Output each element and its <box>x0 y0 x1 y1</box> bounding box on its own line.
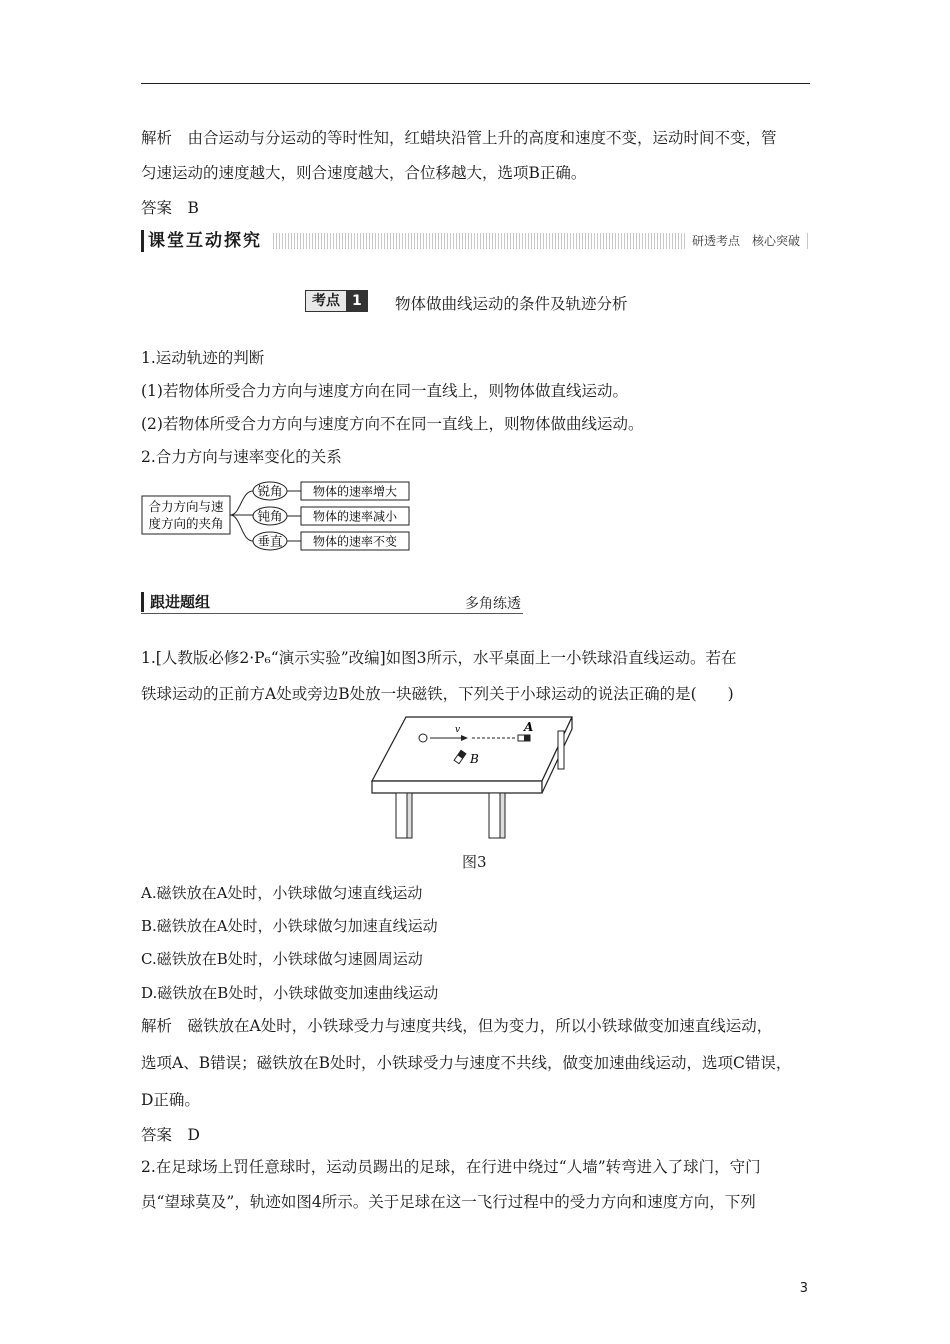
q1-answer: 答案 D <box>141 1126 200 1144</box>
q1-analysis-line-1: 解析 磁铁放在A处时，小铁球受力与速度共线，但为变力，所以小铁球做变加速直线运动， <box>141 1017 773 1035</box>
q1-analysis-line-3: D正确。 <box>141 1091 200 1109</box>
brace-upper <box>230 491 253 515</box>
q1-analysis-line-2: 选项A、B错误；磁铁放在B处时，小铁球受力与速度不共线，做变加速曲线运动，选项C错误， <box>141 1054 792 1072</box>
diagram-root-line2: 度方向的夹角 <box>148 516 224 531</box>
q2-line-1: 2.在足球场上罚任意球时，运动员踢出的足球，在行进中绕过“人墙”转弯进入了球门，守门 <box>141 1158 761 1176</box>
analysis-line-1: 解析 由合运动与分运动的等时性知，红蜡块沿管上升的高度和速度不变，运动时间不变，管 <box>141 129 777 147</box>
heading-1: 1.运动轨迹的判断 <box>141 349 265 367</box>
result-right: 物体的速率不变 <box>312 534 398 549</box>
kaodian-title: 物体做曲线运动的条件及轨迹分析 <box>395 295 628 313</box>
section-title: 课堂互动探究 <box>141 230 268 252</box>
magnet-a-pole <box>524 735 530 741</box>
table-leg-front-left-side <box>407 793 412 838</box>
group-subtitle: 多角练透 <box>465 596 521 612</box>
option-d: D.磁铁放在B处时，小铁球做变加速曲线运动 <box>141 984 439 1002</box>
brace-lower <box>230 515 253 541</box>
heading-2: 2.合力方向与速率变化的关系 <box>141 448 342 466</box>
angle-obtuse: 钝角 <box>257 508 283 524</box>
paragraph-1: (1)若物体所受合力方向与速度方向在同一直线上，则物体做直线运动。 <box>141 382 628 400</box>
section-banner <box>141 230 810 252</box>
answer-1: 答案 B <box>141 199 199 217</box>
analysis-line-2: 匀速运动的速度越大，则合速度越大，合位移越大，选项B正确。 <box>141 164 587 182</box>
q1-line-1: 1.[人教版必修2·P₆“演示实验”改编]如图3所示，水平桌面上一小铁球沿直线运动。若在 <box>141 649 737 667</box>
option-b: B.磁铁放在A处时，小铁球做匀加速直线运动 <box>141 917 438 935</box>
table-front-edge <box>372 781 542 793</box>
q2-line-2: 员“望球莫及”，轨迹如图4所示。关于足球在这一飞行过程中的受力方向和速度方向，下列 <box>141 1193 756 1211</box>
angle-right: 垂直 <box>257 533 283 549</box>
group-banner <box>141 592 523 614</box>
table-leg-front-right <box>489 793 500 838</box>
result-acute: 物体的速率增大 <box>312 484 398 499</box>
angle-acute: 锐角 <box>257 483 283 499</box>
figure-3-caption: 图3 <box>462 853 487 871</box>
header-rule <box>141 83 810 84</box>
iron-ball <box>419 734 427 742</box>
q1-line-2: 铁球运动的正前方A处或旁边B处放一块磁铁，下列关于小球运动的说法正确的是( ) <box>141 685 734 703</box>
label-v: v <box>455 725 461 735</box>
figure-3-table <box>368 715 580 845</box>
group-title: 跟进题组 <box>141 592 210 612</box>
paragraph-2: (2)若物体所受合力方向与速度方向不在同一直线上，则物体做曲线运动。 <box>141 415 644 433</box>
relation-diagram <box>141 478 416 554</box>
kaodian-badge <box>305 290 368 312</box>
diagram-root-line1: 合力方向与速 <box>148 499 224 514</box>
table-leg-front-right-side <box>500 793 505 838</box>
kaodian-label: 考点 <box>305 290 346 312</box>
kaodian-number: 1 <box>346 290 368 312</box>
label-b: B <box>470 752 479 766</box>
table-leg-back-right <box>558 731 564 769</box>
group-underline <box>141 613 523 614</box>
option-a: A.磁铁放在A处时，小铁球做匀速直线运动 <box>141 884 423 902</box>
page-number: 3 <box>799 1281 808 1296</box>
table-top <box>372 717 572 781</box>
table-leg-front-left <box>396 793 407 838</box>
section-subtitle: 研透考点 核心突破 <box>686 233 806 249</box>
result-obtuse: 物体的速率减小 <box>312 509 398 524</box>
option-c: C.磁铁放在B处时，小铁球做匀速圆周运动 <box>141 950 423 968</box>
label-a: A <box>524 720 534 734</box>
